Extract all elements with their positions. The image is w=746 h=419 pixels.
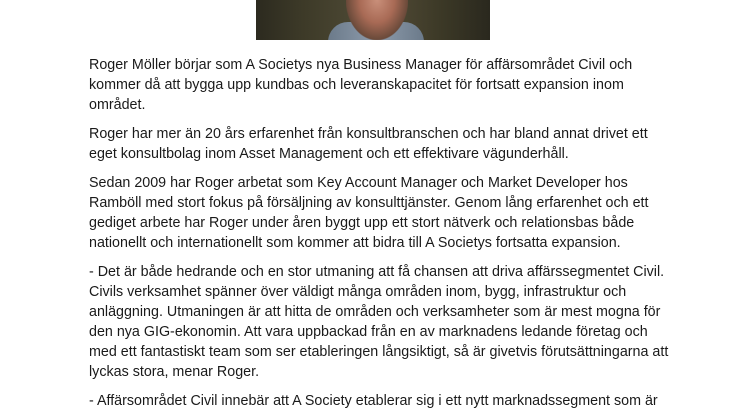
paragraph-experience: Roger har mer än 20 års erfarenhet från konsultbranschen och har bland annat drivet ett eget konsultbolag inom Asset Management och ett effektivare vägunderhåll. [89, 126, 648, 162]
paragraph-intro: Roger Möller börjar som A Societys nya Business Manager för affärsområdet Civil och kommer då att bygga upp kundbas och leveranskapacitet för fortsatt expansion inom området. [89, 57, 633, 113]
paragraph-quote: - Det är både hedrande och en stor utmaning att få chansen att driva affärssegmentet Civil. Civils verksamhet spänner över väldigt många områden inom, bygg, infrastruktur och anläggning. Utmaningen är att hitta de områden och verksamheter som är mest mogna för den nya GIG-ekonomin. Att vara uppbackad från en av marknadens ledande företag och med ett fantastiskt team som ser etableringen långsiktigt, så är givetvis förutsättningarna att lyckas stora, menar Roger. [89, 264, 669, 380]
article-body [89, 55, 669, 419]
paragraph-background: Sedan 2009 har Roger arbetat som Key Account Manager och Market Developer hos Ramböll med stort fokus på försäljning av konsulttjänster. Genom lång erfarenhet och ett gediget arbete har Roger under åren byggt upp ett stort nätverk och relationsbas både nationellt och internationellt som kommer att bidra till A Societys fortsatta expansion. [89, 175, 649, 251]
paragraph-civil: - Affärsområdet Civil innebär att A Society etablerar sig i ett nytt marknadssegment som är [89, 393, 658, 409]
portrait-face [346, 0, 408, 40]
portrait-photo [256, 0, 490, 40]
